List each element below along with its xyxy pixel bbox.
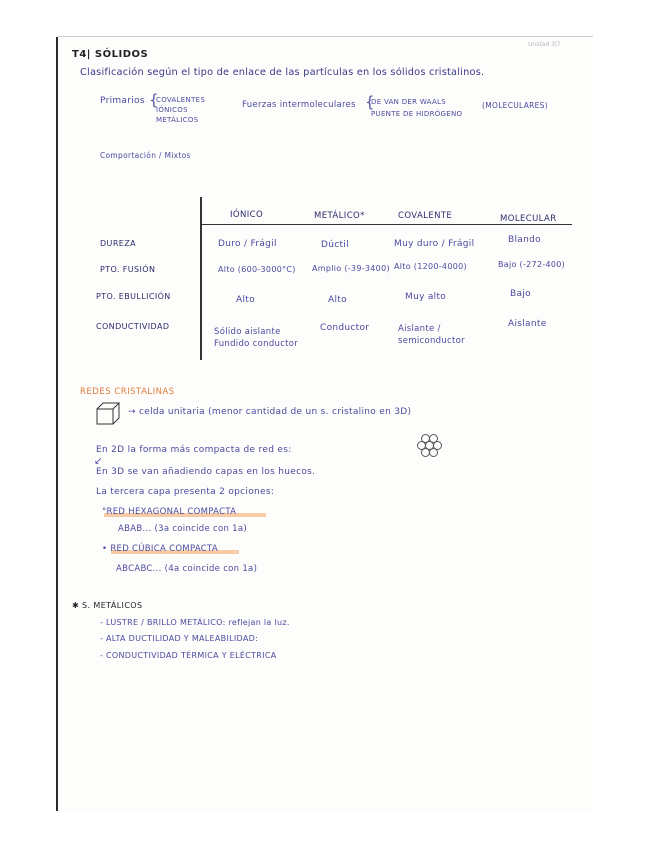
hexagonal-packing-icon xyxy=(416,434,446,460)
list-item: - LUSTRE / BRILLO METÁLICO: reflejan la luz. xyxy=(100,618,290,627)
option-desc: ABAB... (3a coincide con 1a) xyxy=(118,524,248,534)
section-heading-redes: REDES CRISTALINAS xyxy=(80,387,175,397)
row-label: DUREZA xyxy=(100,239,136,248)
row-label: CONDUCTIVIDAD xyxy=(96,322,170,331)
table-cell: Alto xyxy=(236,295,255,305)
column-header: METÁLICO* xyxy=(314,211,365,221)
table-cell: Dúctil xyxy=(321,240,349,250)
option-title: • RED CÚBICA COMPACTA xyxy=(102,544,218,554)
cube-icon xyxy=(94,401,124,427)
table-cell: Muy duro / Frágil xyxy=(394,239,475,249)
section-heading-metalicos: ✱ S. METÁLICOS xyxy=(72,601,143,610)
fuerzas-item: DE VAN DER WAALS xyxy=(371,98,446,106)
list-item: - ALTA DUCTILIDAD Y MALEABILIDAD: xyxy=(100,634,259,643)
page-title: T4| SÓLIDOS xyxy=(72,49,149,60)
table-cell: Blando xyxy=(508,235,541,245)
option-desc: ABCABC... (4a coincide con 1a) xyxy=(116,564,258,574)
corner-note: Unidad 3|7 xyxy=(528,41,561,48)
column-header: IÓNICO xyxy=(230,210,264,220)
table-horizontal-line xyxy=(200,224,572,225)
celda-unitaria-text: → celda unitaria (menor cantidad de un s. cristalino en 3D) xyxy=(128,407,412,417)
primarios-label: Primarios xyxy=(100,96,145,106)
row-label: PTO. EBULLICIÓN xyxy=(96,292,171,301)
table-cell: Muy alto xyxy=(405,292,447,302)
redes-line: La tercera capa presenta 2 opciones: xyxy=(96,487,275,497)
arrow-down-icon: ↙ xyxy=(94,456,103,467)
table-cell: Alto (600-3000°C) xyxy=(218,265,296,274)
table-cell: Amplio (-39-3400) xyxy=(312,264,390,273)
notebook-page xyxy=(58,37,593,811)
intro-text: Clasificación según el tipo de enlace de las partículas en los sólidos cristalinos. xyxy=(80,67,485,78)
table-cell: Alto xyxy=(328,295,347,305)
table-cell: Bajo xyxy=(510,289,531,299)
table-cell: Aislante / semiconductor xyxy=(398,324,465,347)
fuerzas-label: Fuerzas intermoleculares xyxy=(242,100,356,110)
brace-icon: { xyxy=(149,91,159,109)
comportacion-label: Comportación / Mixtos xyxy=(100,151,191,160)
table-vertical-line xyxy=(200,197,202,360)
redes-line: En 2D la forma más compacta de red es: xyxy=(96,445,292,455)
option-title: °RED HEXAGONAL COMPACTA xyxy=(102,507,237,517)
brace-icon: { xyxy=(365,93,375,111)
fuerzas-result: (MOLECULARES) xyxy=(482,101,548,110)
redes-line: En 3D se van añadiendo capas en los huecos. xyxy=(96,467,316,477)
row-label: PTO. FUSIÓN xyxy=(100,265,156,274)
primarios-item: IÓNICOS xyxy=(156,106,188,114)
primarios-item: METÁLICOS xyxy=(156,116,199,124)
table-cell: Aislante xyxy=(508,319,547,329)
list-item: - CONDUCTIVIDAD TÉRMICA Y ELÉCTRICA xyxy=(100,651,277,660)
column-header: COVALENTE xyxy=(398,211,453,221)
table-cell: Conductor xyxy=(320,323,370,333)
table-cell: Sólido aislante Fundido conductor xyxy=(214,327,299,350)
table-cell: Alto (1200-4000) xyxy=(394,262,467,271)
table-cell: Bajo (-272-400) xyxy=(498,260,566,269)
fuerzas-item: PUENTE DE HIDRÓGENO xyxy=(371,110,463,118)
table-cell: Duro / Frágil xyxy=(218,239,277,249)
primarios-item: COVALENTES xyxy=(156,96,206,104)
column-header: MOLECULAR xyxy=(500,214,557,224)
